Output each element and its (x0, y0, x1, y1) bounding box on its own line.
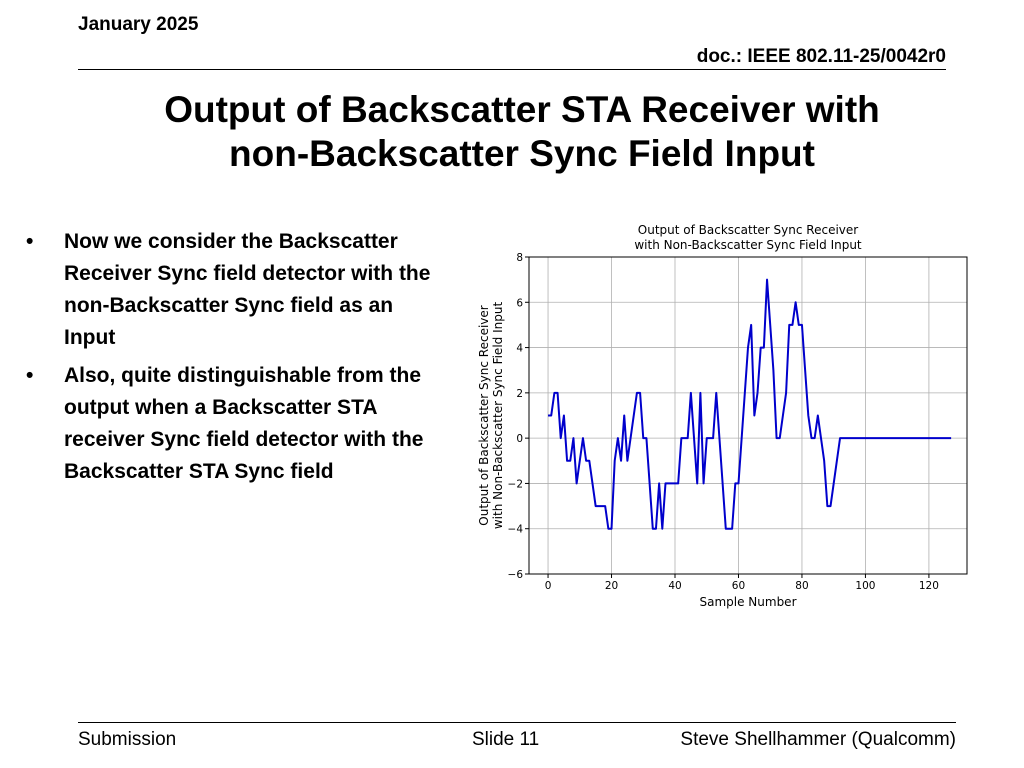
sync-receiver-output-chart (470, 218, 980, 618)
x-tick-label: 120 (918, 580, 939, 592)
slide-title (90, 88, 954, 177)
bullet-marker: • (26, 230, 34, 253)
x-tick-label: 60 (731, 580, 746, 592)
y-axis-label-line-1: Output of Backscatter Sync Receiver (477, 305, 491, 526)
chart-title-line-2: with Non-Backscatter Sync Field Input (634, 238, 862, 252)
x-tick-label: 100 (855, 580, 876, 592)
bullet-text: Now we consider the Backscatter Receiver Sync field detector with the non-Backscatter Sync field as an Input (64, 230, 431, 349)
y-tick-label: 0 (516, 433, 523, 446)
slide-title-line-1: Output of Backscatter STA Receiver with (164, 89, 880, 130)
x-tick-label: 0 (544, 580, 552, 592)
bullet-item (22, 226, 442, 354)
bullet-text: Also, quite distinguishable from the output when a Backscatter STA receiver Sync field detector with the Backscatter STA Sync field (64, 364, 424, 483)
slide-title-line-2: non-Backscatter Sync Field Input (229, 133, 815, 175)
y-tick-label: −4 (507, 523, 523, 536)
footer-rule (78, 722, 956, 723)
plot-frame (529, 257, 967, 574)
y-tick-label: −6 (507, 569, 523, 581)
bullet-item (22, 360, 442, 488)
y-tick-label: 8 (516, 252, 523, 264)
x-tick-label: 40 (668, 580, 682, 592)
y-tick-label: 2 (516, 387, 523, 400)
bullet-list (22, 226, 442, 494)
y-tick-label: −2 (507, 478, 523, 491)
header-doc-id: doc.: IEEE 802.11-25/0042r0 (696, 46, 946, 67)
y-tick-label: 6 (516, 297, 523, 310)
data-series-line (548, 280, 951, 529)
header-rule (78, 69, 946, 70)
x-tick-label: 80 (795, 580, 809, 592)
x-tick-label: 20 (604, 580, 619, 592)
footer-slide-number: Slide 11 (472, 729, 540, 750)
y-tick-label: 4 (516, 342, 523, 355)
bullet-marker: • (26, 364, 34, 387)
chart-title-line-1: Output of Backscatter Sync Receiver (637, 223, 859, 237)
header-date: January 2025 (78, 14, 199, 35)
footer-submission: Submission (78, 729, 177, 750)
y-axis-label-line-2: with Non-Backscatter Sync Field Input (491, 301, 505, 530)
x-axis-label: Sample Number (699, 595, 797, 609)
footer-author: Steve Shellhammer (Qualcomm) (680, 729, 956, 750)
